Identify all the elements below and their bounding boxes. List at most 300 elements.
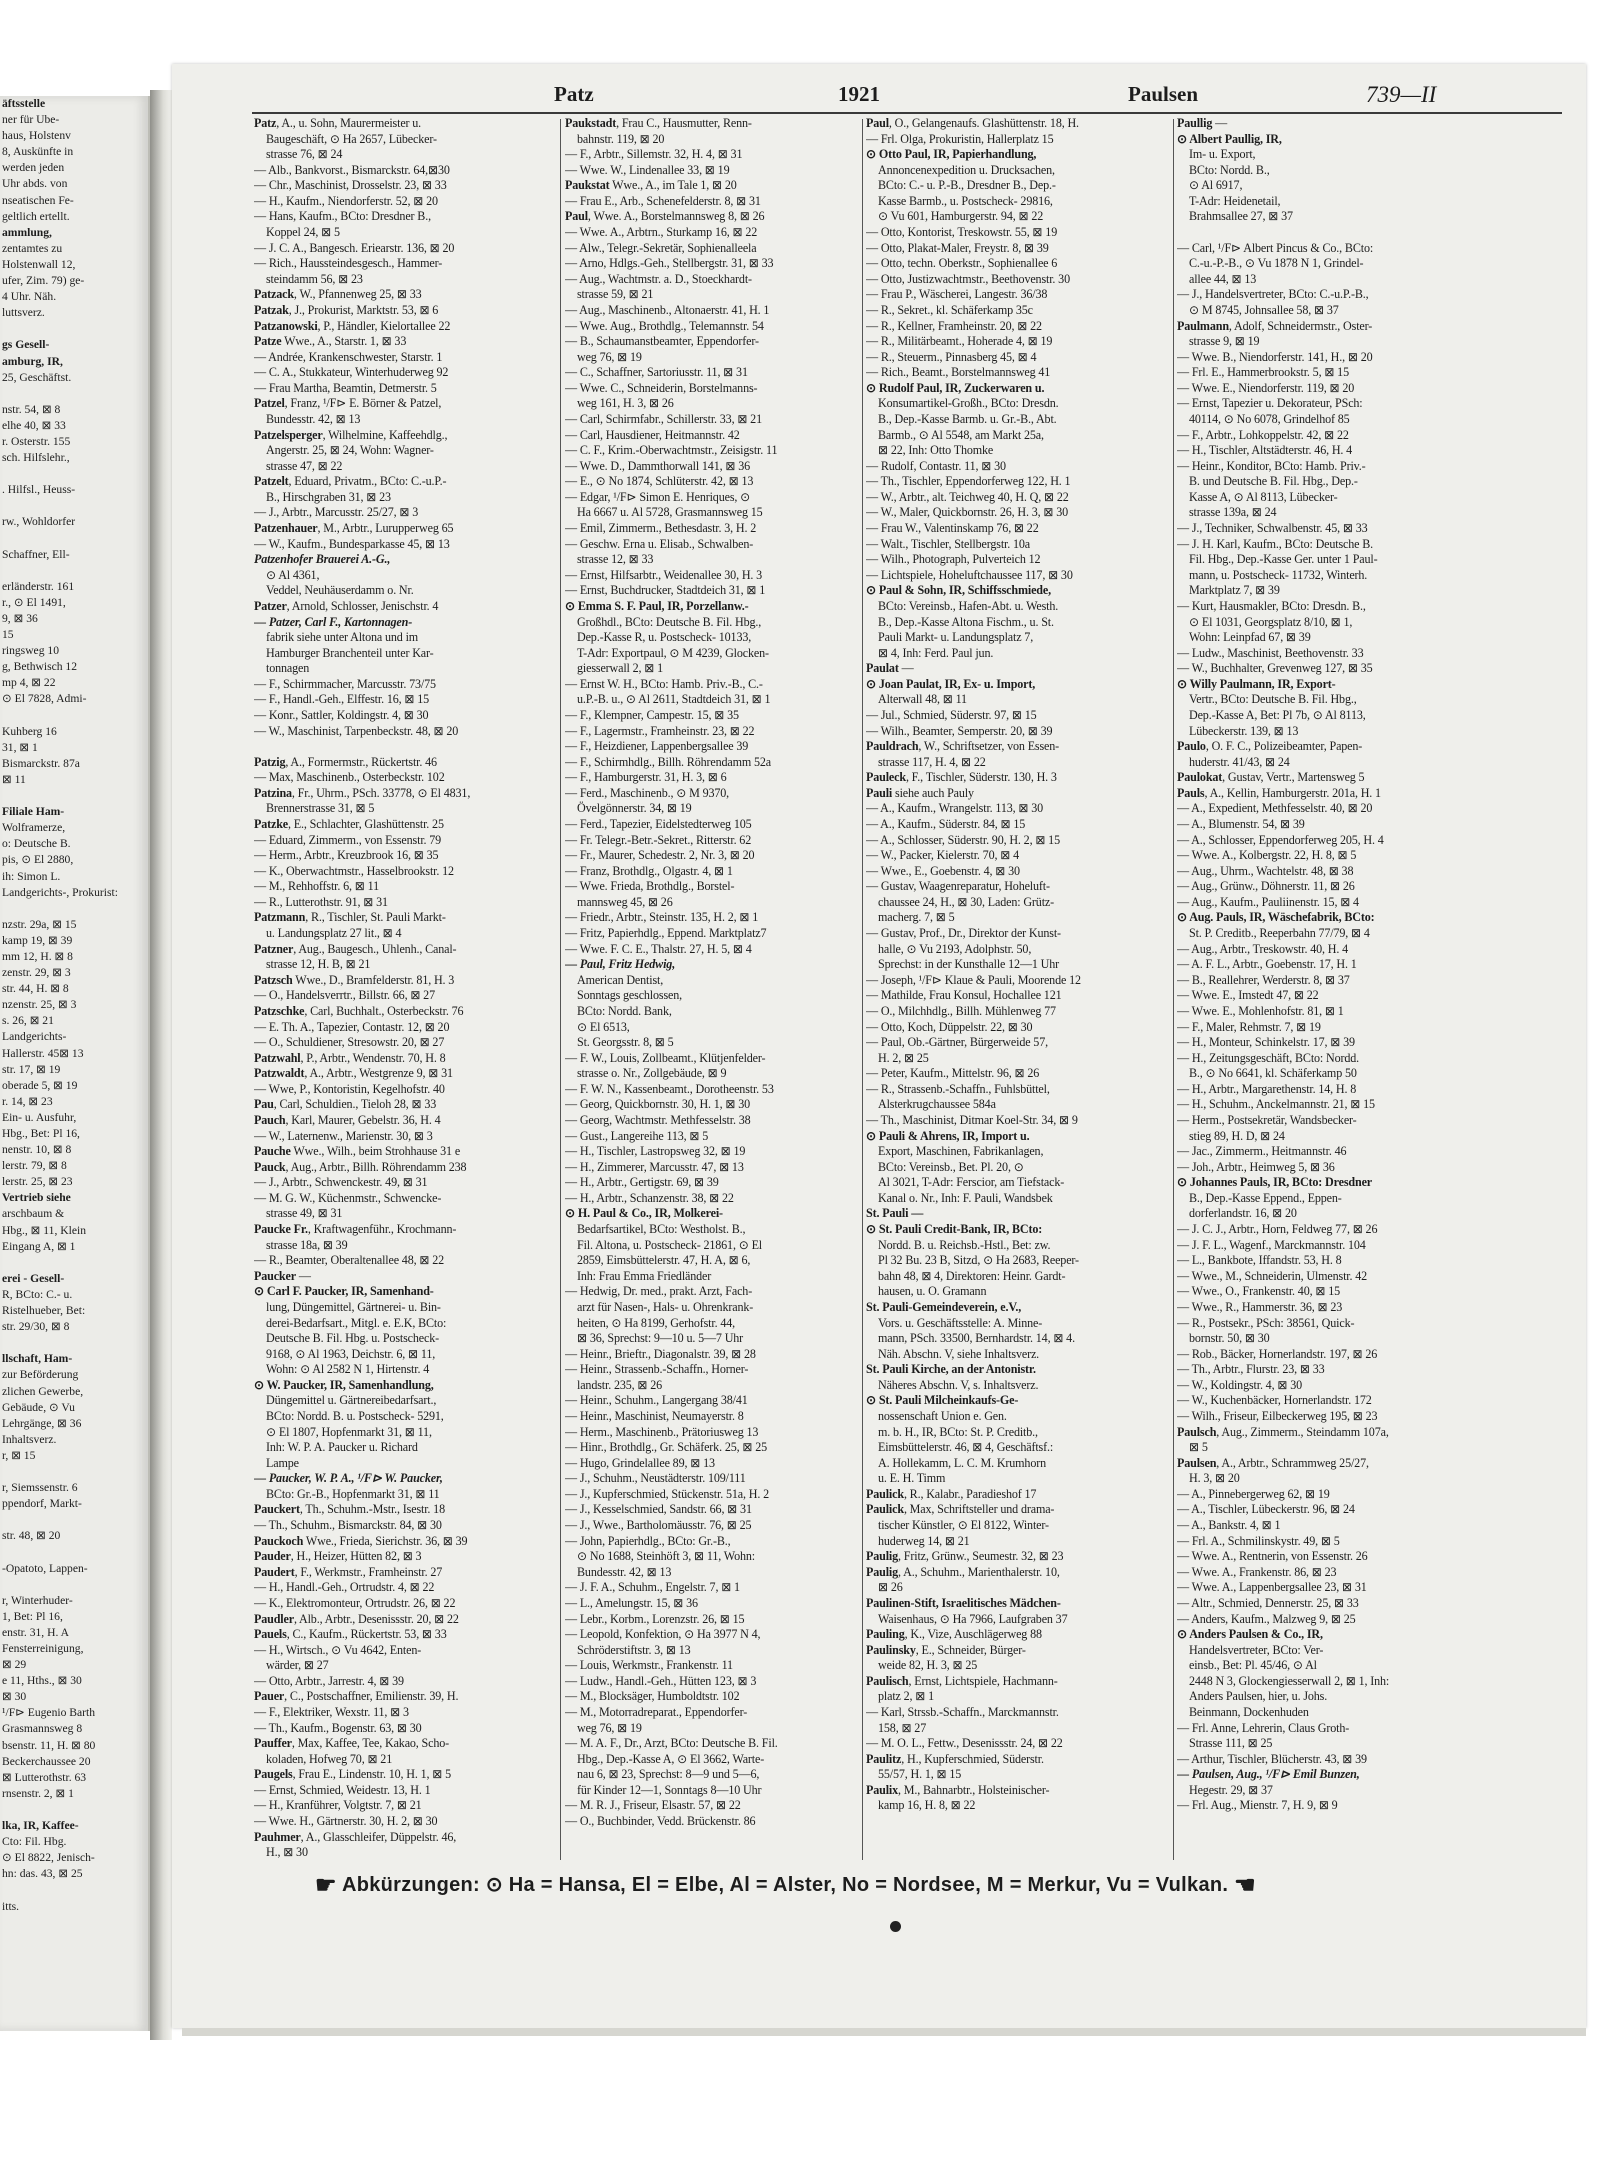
- directory-entry-line: — Heinr., Maschinist, Neumayerstr. 8: [565, 1408, 744, 1423]
- directory-entry-line: — Th., Schuhm., Bismarckstr. 84, ⊠ 30: [254, 1518, 442, 1533]
- directory-entry-line: strasse 59, ⊠ 21: [577, 287, 654, 302]
- directory-entry-line: — C. F., Krim.-Oberwachtmstr., Zeisigstr. 11: [565, 443, 778, 458]
- directory-entry-line: strasse 139a, ⊠ 24: [1189, 505, 1277, 520]
- directory-entry-line: — Ernst, Buchdrucker, Stadtdeich 31, ⊠ 1: [565, 583, 766, 598]
- directory-entry-line: wärder, ⊠ 27: [266, 1658, 329, 1673]
- directory-entry-line: derei-Bedarfsart., Mitgl. e. E.K, BCto:: [266, 1315, 447, 1330]
- directory-entry-line: — Wwe., M., Schneiderin, Ulmenstr. 42: [1177, 1268, 1368, 1283]
- directory-entry-line: — Rudolf, Contastr. 11, ⊠ 30: [866, 458, 1006, 473]
- directory-column-4: [1177, 116, 1482, 1868]
- abbreviations-footer: [315, 1871, 1565, 1897]
- directory-entry-line: — Aug., Arbtr., Treskowstr. 40, H. 4: [1177, 941, 1348, 956]
- directory-entry-line: Paulig, Fritz, Grünw., Seumestr. 32, ⊠ 23: [866, 1549, 1064, 1564]
- directory-entry-line: stieg 89, H. D, ⊠ 24: [1189, 1128, 1285, 1143]
- directory-entry-line: Barmb., ⊙ Al 5548, am Markt 25a,: [878, 427, 1044, 442]
- directory-entry-line: Paudler, Alb., Arbtr., Desenissstr. 20, ⊠ 22: [254, 1611, 459, 1626]
- directory-entry-line: — Jac., Zimmerm., Heitmannstr. 46: [1177, 1144, 1347, 1159]
- directory-entry-line: Patzak, J., Prokurist, Marktstr. 53, ⊠ 6: [254, 302, 439, 317]
- directory-entry-line: weg 76, ⊠ 19: [577, 349, 642, 364]
- adjacent-page-line: 31, ⊠ 1: [2, 740, 38, 754]
- adjacent-page-line: erländerstr. 161: [2, 579, 75, 593]
- directory-entry-line: ⊙ St. Pauli Credit-Bank, IR, BCto:: [866, 1222, 1043, 1237]
- adjacent-page-line: o: Deutsche B.: [2, 837, 71, 851]
- directory-entry-line: — F., Schirmmacher, Marcusstr. 73/75: [254, 676, 436, 691]
- adjacent-page-line: str. 48, ⊠ 20: [2, 1529, 61, 1543]
- directory-entry-line: — Frl. Aug., Mienstr. 7, H. 9, ⊠ 9: [1177, 1798, 1338, 1813]
- directory-entry-line: Inh: Frau Emma Friedländer: [577, 1268, 712, 1283]
- directory-entry-line: Patzwaldt, A., Arbtr., Westgrenze 9, ⊠ 31: [254, 1066, 453, 1081]
- directory-entry-line: — A., Schlosser, Eppendorferweg 205, H. 4: [1177, 832, 1384, 847]
- directory-entry-line: platz 2, ⊠ 1: [878, 1689, 935, 1704]
- directory-entry-line: — J. C. J., Arbtr., Horn, Feldweg 77, ⊠ 26: [1177, 1222, 1378, 1237]
- directory-entry-line: Patzig, A., Formermstr., Rückertstr. 46: [254, 754, 437, 769]
- directory-entry-line: Eimsbüttelerstr. 46, ⊠ 4, Geschäftsf.:: [878, 1440, 1054, 1455]
- adjacent-page-line: [0, 563, 148, 579]
- directory-entry-line: — Frau E., Arb., Schenefelderstr. 8, ⊠ 31: [565, 193, 761, 208]
- directory-entry-line: fabrik siehe unter Altona und im: [266, 630, 419, 645]
- directory-entry-line: — M. G. W., Küchenmstr., Schwencke-: [254, 1190, 442, 1205]
- directory-entry-line: — Ludw., Handl.-Geh., Hütten 123, ⊠ 3: [565, 1673, 757, 1688]
- directory-entry-line: — F., Arbtr., Lohkoppelstr. 42, ⊠ 22: [1177, 427, 1349, 442]
- adjacent-page-line: r. Osterstr. 155: [2, 434, 71, 448]
- directory-entry-line: Paulsch, Aug., Zimmerm., Steindamm 107a,: [1177, 1424, 1389, 1439]
- directory-entry-line: chaussee 24, H., ⊠ 30, Laden: Grütz-: [878, 894, 1055, 909]
- directory-entry-line: — A., Bankstr. 4, ⊠ 1: [1177, 1518, 1281, 1533]
- directory-entry-line: — R., Militärbeamt., Hoherade 4, ⊠ 19: [866, 334, 1053, 349]
- adjacent-page-line: Kuhberg 16: [2, 724, 57, 738]
- directory-entry-line: Al 3021, T-Adr: Ferscior, am Tiefstack-: [878, 1175, 1065, 1190]
- directory-entry-line: — B., Schaumanstbeamter, Eppendorfer-: [565, 334, 759, 349]
- directory-entry-line: — J., Wwe., Bartholomäusstr. 76, ⊠ 25: [565, 1518, 752, 1533]
- directory-entry-line: Veddel, Neuhäuserdamm o. Nr.: [266, 583, 414, 598]
- adjacent-page-line: Hallerstr. 45⊠ 13: [2, 1046, 84, 1060]
- directory-entry-line: T-Adr: Exportpaul, ⊙ M 4239, Glocken-: [577, 645, 769, 660]
- directory-entry-line: Wohn: Leinpfad 67, ⊠ 39: [1189, 630, 1311, 645]
- directory-entry-line: BCto: Nordd. B.,: [1189, 162, 1270, 177]
- directory-entry-line: bornstr. 50, ⊠ 30: [1189, 1331, 1270, 1346]
- directory-entry-line: ⊙ No 1688, Steinhöft 3, ⊠ 11, Wohn:: [577, 1549, 755, 1564]
- directory-entry-line: kamp 16, H. 8, ⊠ 22: [878, 1798, 976, 1813]
- directory-entry-line: ⊙ Rudolf Paul, IR, Zuckerwaren u.: [866, 380, 1045, 395]
- directory-entry-line: Pauling, K., Vize, Auschlägerweg 88: [866, 1627, 1042, 1642]
- directory-entry-line: strasse o. Nr., Zollgebäude, ⊠ 9: [577, 1066, 727, 1081]
- directory-entry-line: u.P.-B. u., ⊙ Al 2611, Stadtdeich 31, ⊠ 1: [577, 692, 771, 707]
- directory-entry-line: Patzner, Aug., Baugesch., Uhlenh., Canal-: [254, 941, 457, 956]
- directory-entry-line: — Lebr., Korbm., Lorenzstr. 26, ⊠ 15: [565, 1611, 745, 1626]
- directory-entry-line: — Wwe., O., Frankenstr. 40, ⊠ 15: [1177, 1284, 1340, 1299]
- directory-entry-line: — W., Packer, Kielerstr. 70, ⊠ 4: [866, 848, 1019, 863]
- directory-entry-line: ⊙ El 6513,: [577, 1019, 630, 1034]
- directory-entry-line: nau 6, ⊠ 23, Sprechst: 8—9 und 5—6,: [577, 1767, 760, 1782]
- directory-entry-line: [254, 739, 554, 755]
- directory-entry-line: — J. F. L., Wagenf., Marckmannstr. 104: [1177, 1237, 1366, 1252]
- adjacent-page-line: [0, 466, 148, 482]
- directory-entry-line: Paudert, F., Werkmstr., Framheinstr. 27: [254, 1564, 443, 1579]
- adjacent-page-line: [0, 531, 148, 547]
- directory-entry-line: — Otto, techn. Oberkstr., Sophienallee 6: [866, 256, 1058, 271]
- column-divider: [1173, 119, 1174, 1860]
- directory-entry-line: American Dentist,: [577, 972, 664, 987]
- directory-entry-line: — H., Handl.-Geh., Ortrudstr. 4, ⊠ 22: [254, 1580, 435, 1595]
- directory-entry-line: macherg. 7, ⊠ 5: [878, 910, 955, 925]
- directory-entry-line: — Carl, Hausdiener, Heitmannstr. 42: [565, 427, 740, 442]
- directory-entry-line: — K., Elektromonteur, Ortrudstr. 26, ⊠ 22: [254, 1595, 456, 1610]
- directory-entry-line: Bundesstr. 42, ⊠ 13: [577, 1564, 672, 1579]
- directory-entry-line: — J., Arbtr., Schwenckestr. 49, ⊠ 31: [254, 1175, 428, 1190]
- adjacent-page-line: 8, Auskünfte in: [2, 145, 74, 159]
- directory-entry-line: Patzwahl, P., Arbtr., Wendenstr. 70, H. 8: [254, 1050, 446, 1065]
- directory-entry-line: Anders Paulsen, hier, u. Johs.: [1189, 1689, 1328, 1704]
- directory-column-1: [254, 116, 554, 1868]
- directory-entry-line: — A. F. L., Arbtr., Goebenstr. 17, H. 1: [1177, 957, 1357, 972]
- adjacent-page-line: nzenstr. 25, ⊠ 3: [2, 998, 77, 1012]
- directory-entry-line: — E. Th. A., Tapezier, Contastr. 12, ⊠ 20: [254, 1019, 450, 1034]
- directory-entry-line: — J., Handelsvertreter, BCto: C.-u.P.-B.,: [1177, 287, 1369, 302]
- directory-entry-line: — F., Heizdiener, Lappenbergsallee 39: [565, 739, 749, 754]
- directory-entry-line: tonnagen: [266, 661, 310, 676]
- adjacent-page-line: str. 44, H. ⊠ 8: [2, 982, 69, 996]
- directory-entry-line: St. Pauli Kirche, an der Antonistr.: [866, 1362, 1036, 1377]
- directory-entry-line: Kasse Barmb., u. Postscheck- 29816,: [878, 193, 1053, 208]
- directory-entry-line: Pauckoch Wwe., Frieda, Sierichstr. 36, ⊠ 39: [254, 1533, 468, 1548]
- adjacent-page-line: rnsenstr. 2, ⊠ 1: [2, 1786, 74, 1800]
- directory-entry-line: St. P. Creditb., Reeperbahn 77/79, ⊠ 4: [1189, 926, 1370, 941]
- directory-entry-line: B., Dep.-Kasse Barmb. u. Gr.-B., Abt.: [878, 411, 1057, 426]
- adjacent-page-line: r, Winterhuder-: [2, 1593, 73, 1607]
- directory-entry-line: — R., Lutterothstr. 91, ⊠ 31: [254, 894, 388, 909]
- directory-entry-line: Großhdl., BCto: Deutsche B. Fil. Hbg.,: [577, 614, 762, 629]
- directory-entry-line: — Carl, Schirmfabr., Schillerstr. 33, ⊠ 21: [565, 411, 762, 426]
- directory-entry-line: — W., Laternenw., Marienstr. 30, ⊠ 3: [254, 1128, 433, 1143]
- directory-entry-line: — A., Blumenstr. 54, ⊠ 39: [1177, 817, 1305, 832]
- directory-entry-line: dorferlandstr. 16, ⊠ 20: [1189, 1206, 1297, 1221]
- directory-entry-line: — Ernst, Schmied, Weidestr. 13, H. 1: [254, 1782, 431, 1797]
- directory-entry-line: Paulo, O. F. C., Polizeibeamter, Papen-: [1177, 739, 1363, 754]
- directory-entry-line: Dep.-Kasse R, u. Postscheck- 10133,: [577, 630, 752, 645]
- directory-entry-line: — Konr., Sattler, Koldingstr. 4, ⊠ 30: [254, 707, 429, 722]
- adjacent-page-line: . Hilfsl., Heuss-: [2, 483, 76, 497]
- directory-entry-line: — H., Wirtsch., ⊙ Vu 4642, Enten-: [254, 1642, 422, 1657]
- adjacent-page-line: mp 4, ⊠ 22: [2, 676, 56, 690]
- directory-entry-line: — J., Kupferschmied, Stückenstr. 51a, H. 2: [565, 1486, 769, 1501]
- directory-entry-line: 55/57, H. 1, ⊠ 15: [878, 1767, 962, 1782]
- adjacent-page-line: haus, Holstenv: [2, 129, 71, 143]
- adjacent-page-line: nstr. 54, ⊠ 8: [2, 402, 61, 416]
- adjacent-page-line: [0, 1577, 148, 1593]
- directory-entry-line: B., Dep.-Kasse Eppend., Eppen-: [1189, 1190, 1342, 1205]
- directory-entry-line: u. Landungsplatz 27 lit., ⊠ 4: [266, 926, 402, 941]
- directory-entry-line: — Franz, Brothdlg., Olgastr. 4, ⊠ 1: [565, 863, 733, 878]
- directory-entry-line: — Walt., Tischler, Stellbergstr. 10a: [866, 536, 1031, 551]
- directory-entry-line: ⊙ Otto Paul, IR, Papierhandlung,: [866, 147, 1037, 162]
- adjacent-page-line: Inhaltsverz.: [2, 1432, 57, 1446]
- directory-entry-line: mann, PSch. 33500, Bernhardstr. 14, ⊠ 4.: [878, 1331, 1075, 1346]
- directory-entry-line: — Wwe. Aug., Brothdlg., Telemannstr. 54: [565, 318, 764, 333]
- directory-entry-line: — R., Strassenb.-Schaffn., Fuhlsbüttel,: [866, 1081, 1050, 1096]
- directory-entry-line: ⊙ H. Paul & Co., IR, Molkerei-: [565, 1206, 723, 1221]
- directory-entry-line: — Wwe. A., Lappenbergsallee 23, ⊠ 31: [1177, 1580, 1367, 1595]
- directory-entry-line: Pl 32 Bu. 23 B, Sitzd, ⊙ Ha 2683, Reeper-: [878, 1253, 1079, 1268]
- directory-entry-line: Pauffer, Max, Kaffee, Tee, Kakao, Scho-: [254, 1736, 450, 1751]
- directory-entry-line: giesserwall 2, ⊠ 1: [577, 661, 664, 676]
- directory-entry-line: Patze Wwe., A., Starstr. 1, ⊠ 33: [254, 334, 407, 349]
- directory-entry-line: ⊙ Johannes Pauls, IR, BCto: Dresdner: [1177, 1175, 1373, 1190]
- directory-entry-line: huderstr. 41/43, ⊠ 24: [1189, 754, 1290, 769]
- directory-entry-line: Strasse 111, ⊠ 25: [1189, 1736, 1273, 1751]
- directory-entry-line: BCto: Nordd. Bank,: [577, 1003, 672, 1018]
- adjacent-page-line: [0, 1882, 148, 1898]
- directory-entry-line: arzt für Nasen-, Hals- u. Ohrenkrank-: [577, 1299, 754, 1314]
- directory-entry-line: — R., Sekret., kl. Schäferkamp 35c: [866, 302, 1033, 317]
- directory-entry-line: H., ⊠ 30: [266, 1845, 308, 1860]
- directory-entry-line: — Altr., Schmied, Dennerstr. 25, ⊠ 33: [1177, 1595, 1359, 1610]
- directory-entry-line: — J., Arbtr., Marcusstr. 25/27, ⊠ 3: [254, 505, 419, 520]
- directory-entry-line: 40114, ⊙ No 6078, Grindelhof 85: [1189, 411, 1350, 426]
- directory-entry-line: — Herm., Arbtr., Kreuzbrook 16, ⊠ 35: [254, 848, 439, 863]
- directory-entry-line: Patzenhofer Brauerei A.-G.,: [254, 552, 391, 567]
- directory-entry-line: — A., Kaufm., Wrangelstr. 113, ⊠ 30: [866, 801, 1044, 816]
- directory-entry-line: — Fr. Telegr.-Betr.-Sekret., Ritterstr. 62: [565, 832, 752, 847]
- directory-entry-line: Baugeschäft, ⊙ Ha 2657, Lübecker-: [266, 131, 437, 146]
- adjacent-page-line: zentamtes zu: [2, 241, 63, 255]
- adjacent-page-line: oberade 5, ⊠ 19: [2, 1078, 78, 1092]
- directory-entry-line: — Alb., Bankvorst., Bismarckstr. 64,⊠30: [254, 162, 450, 177]
- directory-entry-line: Bedarfsartikel, BCto: Westholst. B.,: [577, 1222, 746, 1237]
- directory-entry-line: strasse 18a, ⊠ 39: [266, 1237, 348, 1252]
- adjacent-page-line: sch. Hilfslehr.,: [2, 451, 70, 465]
- directory-entry-line: — Wwe. E., Mohlenhofstr. 81, ⊠ 1: [1177, 1003, 1344, 1018]
- directory-entry-line: ⊙ Willy Paulmann, IR, Export-: [1177, 676, 1336, 691]
- directory-entry-line: Brennerstrasse 31, ⊠ 5: [266, 801, 375, 816]
- directory-entry-line: Paulat —: [866, 661, 914, 676]
- directory-entry-line: — Rich., Beamt., Borstelmannsweg 41: [866, 365, 1051, 380]
- directory-entry-line: — W., Arbtr., alt. Teichweg 40, H. Q, ⊠ 22: [866, 489, 1069, 504]
- adjacent-page-line: 25, Geschäftst.: [2, 370, 72, 384]
- directory-entry-line: strasse 76, ⊠ 24: [266, 147, 343, 162]
- directory-entry-line: Patzanowski, P., Händler, Kielortallee 22: [254, 318, 451, 333]
- directory-entry-line: ⊙ St. Pauli Milcheinkaufs-Ge-: [866, 1393, 1019, 1408]
- adjacent-page-line: ufer, Zim. 79) ge-: [2, 274, 85, 288]
- directory-entry-line: Hegestr. 29, ⊠ 37: [1189, 1782, 1273, 1797]
- directory-entry-line: Pauleck, F., Tischler, Süderstr. 130, H. 3: [866, 770, 1057, 785]
- directory-entry-line: ⊙ El 1031, Georgsplatz 8/10, ⊠ 1,: [1189, 614, 1353, 629]
- adjacent-page-line: zenstr. 29, ⊠ 3: [2, 966, 71, 980]
- adjacent-page-line: [0, 1335, 148, 1351]
- directory-entry-line: ⊠ 36, Sprechst: 9—10 u. 5—7 Uhr: [577, 1331, 744, 1346]
- abbreviations-text: Abkürzungen: ⊙ Ha = Hansa, El = Elbe, Al = Alster, No = Nordsee, M = Merkur, Vu = Vulkan.: [341, 1874, 1229, 1896]
- adjacent-page-line: ⊙ El 7828, Admi-: [2, 692, 87, 706]
- adjacent-page-line: [0, 498, 148, 514]
- directory-entry-line: ⊠ 22, Inh: Otto Thomke: [878, 443, 994, 458]
- directory-entry-line: Fil. Altona, u. Postscheck- 21861, ⊙ El: [577, 1237, 763, 1252]
- adjacent-page-line: hn: das. 43, ⊠ 25: [2, 1867, 83, 1881]
- directory-entry-line: Lübeckerstr. 139, ⊠ 13: [1189, 723, 1299, 738]
- directory-entry-line: — Aug., Kaufm., Pauliinenstr. 15, ⊠ 4: [1177, 894, 1359, 909]
- directory-entry-line: — Carl, ¹/F⊳ Albert Pincus & Co., BCto:: [1177, 240, 1374, 255]
- adjacent-page-line: [0, 321, 148, 337]
- adjacent-page-line: -Opatoto, Lappen-: [2, 1561, 88, 1575]
- directory-entry-line: Paucke Fr., Kraftwagenführ., Krochmann-: [254, 1222, 457, 1237]
- directory-entry-line: — Otto, Plakat-Maler, Freystr. 8, ⊠ 39: [866, 240, 1049, 255]
- adjacent-page-line: amburg, IR,: [2, 354, 63, 368]
- directory-entry-line: ⊠ 5: [1189, 1440, 1208, 1455]
- directory-entry-line: — O., Schuldiener, Stresowstr. 20, ⊠ 27: [254, 1035, 445, 1050]
- directory-entry-line: — Paul, Ob.-Gärtner, Bürgerweide 57,: [866, 1035, 1048, 1050]
- directory-entry-line: strasse 49, ⊠ 31: [266, 1206, 343, 1221]
- directory-entry-line: Näheres Abschn. V, s. Inhaltsverz.: [878, 1377, 1039, 1392]
- directory-entry-line: Patz, A., u. Sohn, Maurermeister u.: [254, 116, 422, 130]
- directory-entry-line: — Aug., Maschinenb., Altonaerstr. 41, H. 1: [565, 302, 770, 317]
- directory-entry-line: — Gustav, Prof., Dr., Direktor der Kunst-: [866, 926, 1061, 941]
- adjacent-page-line: Uhr abds. von: [2, 177, 68, 191]
- directory-entry-line: — Ernst W. H., BCto: Hamb. Priv.-B., C.-: [565, 676, 763, 691]
- adjacent-page-fragment: [0, 96, 150, 2031]
- adjacent-page-line: ih: Simon L.: [2, 869, 61, 883]
- directory-entry-line: — Aug., Uhrm., Wachtelstr. 48, ⊠ 38: [1177, 863, 1354, 878]
- directory-entry-line: — Hans, Kaufm., BCto: Dresdner B.,: [254, 209, 431, 224]
- directory-entry-line: — Max, Maschinenb., Osterbeckstr. 102: [254, 770, 445, 785]
- directory-entry-line: — Wwe., R., Hammerstr. 36, ⊠ 23: [1177, 1299, 1343, 1314]
- directory-entry-line: — Arno, Hdlgs.-Geh., Stellbergstr. 31, ⊠ 33: [565, 256, 774, 271]
- directory-entry-line: Paulig, A., Schuhm., Marienthalerstr. 10,: [866, 1564, 1060, 1579]
- directory-entry-line: Alsterkrugchaussee 584a: [878, 1097, 996, 1112]
- directory-entry-line: — Frl. Olga, Prokuristin, Hallerplatz 15: [866, 131, 1054, 146]
- directory-entry-line: hausen, u. O. Gramann: [878, 1284, 987, 1299]
- directory-entry-line: — Herm., Maschinenb., Prätoriusweg 13: [565, 1424, 759, 1439]
- directory-entry-line: 9168, ⊙ Al 1963, Deichstr. 6, ⊠ 11,: [266, 1346, 436, 1361]
- directory-entry-line: — Wwe, P., Kontoristin, Kegelhofstr. 40: [254, 1081, 445, 1096]
- directory-entry-line: ⊠ 4, Inh: Ferd. Paul jun.: [878, 645, 994, 660]
- directory-entry-line: — J., Schuhm., Neustädterstr. 109/111: [565, 1471, 746, 1486]
- directory-entry-line: Deutsche B. Fil. Hbg. u. Postscheck-: [266, 1331, 439, 1346]
- directory-entry-line: — Heinr., Strassenb.-Schaffn., Horner-: [565, 1362, 749, 1377]
- pointing-hand-icon: ☛: [315, 1872, 337, 1899]
- adjacent-page-line: elhe 40, ⊠ 33: [2, 418, 66, 432]
- adjacent-page-line: geltlich ertellt.: [2, 209, 70, 223]
- adjacent-page-line: ammlung,: [2, 225, 52, 239]
- directory-entry-line: koladen, Hofweg 70, ⊠ 21: [266, 1751, 393, 1766]
- directory-entry-line: Patzmann, R., Tischler, St. Pauli Markt-: [254, 910, 446, 925]
- directory-entry-line: — Chr., Maschinist, Drosselstr. 23, ⊠ 33: [254, 178, 447, 193]
- directory-entry-line: — Frl. Anne, Lehrerin, Claus Groth-: [1177, 1720, 1350, 1735]
- directory-entry-line: A. Hollekamm, L. C. M. Krumhorn: [878, 1455, 1047, 1470]
- adjacent-page-line: r., ⊙ El 1491,: [2, 595, 66, 609]
- adjacent-page-line: zlichen Gewerbe,: [2, 1384, 84, 1398]
- column-divider: [862, 119, 863, 1860]
- running-head-right: Paulsen: [1128, 82, 1199, 106]
- running-head-left: Patz: [554, 82, 594, 106]
- directory-entry-line: — Eduard, Zimmerm., von Essenstr. 79: [254, 832, 442, 847]
- directory-entry-line: weg 76, ⊠ 19: [577, 1720, 642, 1735]
- directory-entry-line: — Otto, Arbtr., Jarrestr. 4, ⊠ 39: [254, 1673, 404, 1688]
- directory-entry-line: — Ferd., Maschinenb., ⊙ M 9370,: [565, 785, 730, 800]
- directory-entry-line: ⊙ Al 4361,: [266, 567, 320, 582]
- directory-entry-line: Alterwall 48, ⊠ 11: [878, 692, 967, 707]
- adjacent-page-line: Vertrieb siehe: [2, 1191, 71, 1205]
- directory-entry-line: — Ernst, Hilfsarbtr., Weidenallee 30, H. 3: [565, 567, 763, 582]
- directory-entry-line: Marktplatz 7, ⊠ 39: [1189, 583, 1280, 598]
- adjacent-page-line: [0, 1464, 148, 1480]
- directory-entry-line: — Edgar, ¹/F⊳ Simon E. Henriques, ⊙: [565, 489, 751, 504]
- directory-entry-line: — O., Buchbinder, Vedd. Brückenstr. 86: [565, 1814, 756, 1829]
- directory-entry-line: einsb., Bet: Pl. 45/46, ⊙ Al: [1189, 1658, 1317, 1673]
- adjacent-page-line: Ristelhueber, Bet:: [2, 1304, 86, 1318]
- adjacent-page-line: Landgerichts-, Prokurist:: [2, 885, 118, 899]
- adjacent-page-line: ⊠ 30: [2, 1690, 27, 1704]
- adjacent-page-line: enstr. 31, H. A: [2, 1625, 69, 1639]
- directory-entry-line: 2859, Eimsbüttelerstr. 47, H. A, ⊠ 6,: [577, 1253, 751, 1268]
- directory-entry-line: — Wwe. A., Rentnerin, von Essenstr. 26: [1177, 1549, 1368, 1564]
- directory-entry-line: — Wwe. W., Lindenallee 33, ⊠ 19: [565, 162, 730, 177]
- directory-entry-line: — Hedwig, Dr. med., prakt. Arzt, Fach-: [565, 1284, 753, 1299]
- adjacent-page-line: Eingang A, ⊠ 1: [2, 1239, 76, 1253]
- directory-entry-line: — A., Kaufm., Süderstr. 84, ⊠ 15: [866, 817, 1026, 832]
- directory-entry-line: u. E. H. Timm: [878, 1471, 946, 1486]
- adjacent-page-line: [0, 1544, 148, 1560]
- directory-entry-line: — H., Kaufm., Niendorferstr. 52, ⊠ 20: [254, 193, 438, 208]
- directory-entry-line: Paulick, R., Kalabr., Paradieshof 17: [866, 1486, 1037, 1501]
- directory-entry-line: B., Dep.-Kasse Altona Fischm., u. St.: [878, 614, 1054, 629]
- directory-entry-line: Paukstat Wwe., A., im Tale 1, ⊠ 20: [565, 178, 737, 193]
- directory-entry-line: — H., Monteur, Schinkelstr. 17, ⊠ 39: [1177, 1035, 1355, 1050]
- directory-entry-line: Pauels, C., Kaufm., Rückertstr. 53, ⊠ 33: [254, 1627, 447, 1642]
- directory-entry-line: Schröderstiftstr. 3, ⊠ 13: [577, 1642, 691, 1657]
- directory-entry-line: Pauch, Karl, Maurer, Gebelstr. 36, H. 4: [254, 1113, 441, 1127]
- directory-entry-line: Dep.-Kasse A, Bet: Pl 7b, ⊙ Al 8113,: [1189, 707, 1366, 722]
- directory-entry-line: — Wwe. E., Imstedt 47, ⊠ 22: [1177, 988, 1319, 1003]
- directory-entry-line: — A., Pinnebergerweg 62, ⊠ 19: [1177, 1486, 1330, 1501]
- directory-entry-line: Handelsvertreter, BCto: Ver-: [1189, 1642, 1324, 1657]
- directory-entry-line: ⊠ 26: [878, 1580, 903, 1595]
- directory-entry-line: — Ludw., Maschinist, Beethovenstr. 33: [1177, 645, 1364, 660]
- directory-entry-line: Vertr., BCto: Deutsche B. Fil. Hbg.,: [1189, 692, 1357, 707]
- directory-entry-line: — F., Maler, Rehmstr. 7, ⊠ 19: [1177, 1019, 1321, 1034]
- directory-entry-line: Paul, O., Gelangenaufs. Glashüttenstr. 18, H.: [866, 116, 1079, 130]
- adjacent-page-line: Hbg., ⊠ 11, Klein: [2, 1223, 86, 1237]
- directory-entry-line: Pau, Carl, Schuldien., Tieloh 28, ⊠ 33: [254, 1097, 437, 1112]
- directory-entry-line: — J. F. A., Schuhm., Engelstr. 7, ⊠ 1: [565, 1580, 740, 1595]
- directory-entry-line: Paulix, M., Bahnarbtr., Holsteinischer-: [866, 1782, 1050, 1797]
- directory-entry-line: Export, Maschinen, Fabrikanlagen,: [878, 1144, 1044, 1159]
- adjacent-page-line: Wolframerze,: [2, 821, 66, 835]
- directory-entry-line: bahn 48, ⊠ 4, Direktoren: Heinr. Gardt-: [878, 1268, 1066, 1283]
- directory-entry-line: — Paul, Fritz Hedwig,: [565, 957, 676, 972]
- adjacent-page-line: [0, 708, 148, 724]
- adjacent-page-line: Holstenwall 12,: [2, 257, 76, 271]
- directory-entry-line: — O., Milchhdlg., Billh. Mühlenweg 77: [866, 1003, 1056, 1018]
- directory-entry-line: ⊙ W. Paucker, IR, Samenhandlung,: [254, 1377, 434, 1392]
- directory-entry-line: Nordd. B. u. Reichsb.-Hstl., Bet: zw.: [878, 1237, 1051, 1252]
- adjacent-page-line: Landgerichts-: [2, 1030, 67, 1044]
- adjacent-page-line: rw., Wohldorfer: [2, 515, 76, 529]
- directory-entry-line: — J., Techniker, Schwalbenstr. 45, ⊠ 33: [1177, 521, 1368, 536]
- directory-entry-line: — Peter, Kaufm., Mittelstr. 96, ⊠ 26: [866, 1066, 1040, 1081]
- adjacent-page-line: bsenstr. 11, H. ⊠ 80: [2, 1738, 96, 1752]
- directory-entry-line: — H., Kranführer, Volgtstr. 7, ⊠ 21: [254, 1798, 422, 1813]
- directory-entry-line: — R., Beamter, Oberaltenallee 48, ⊠ 22: [254, 1253, 444, 1268]
- directory-entry-line: — Th., Kaufm., Bogenstr. 63, ⊠ 30: [254, 1720, 422, 1735]
- directory-entry-line: Pauckert, Th., Schuhm.-Mstr., Isestr. 18: [254, 1502, 445, 1517]
- directory-entry-line: B., Hirschgraben 31, ⊠ 23: [266, 489, 391, 504]
- directory-entry-line: — W., Kaufm., Bundesparkasse 45, ⊠ 13: [254, 536, 450, 551]
- adjacent-page-line: Fensterreinigung,: [2, 1642, 84, 1655]
- directory-entry-line: Paukstadt, Frau C., Hausmutter, Renn-: [565, 116, 752, 130]
- directory-entry-line: lung, Düngemittel, Gärtnerei- u. Bin-: [266, 1299, 441, 1314]
- adjacent-page-line: [0, 1512, 148, 1528]
- directory-entry-line: Pauli Markt- u. Landungsplatz 7,: [878, 630, 1034, 645]
- directory-entry-line: — F., Handl.-Geh., Elffestr. 16, ⊠ 15: [254, 692, 430, 707]
- directory-entry-line: — L., Amelungstr. 15, ⊠ 36: [565, 1595, 698, 1610]
